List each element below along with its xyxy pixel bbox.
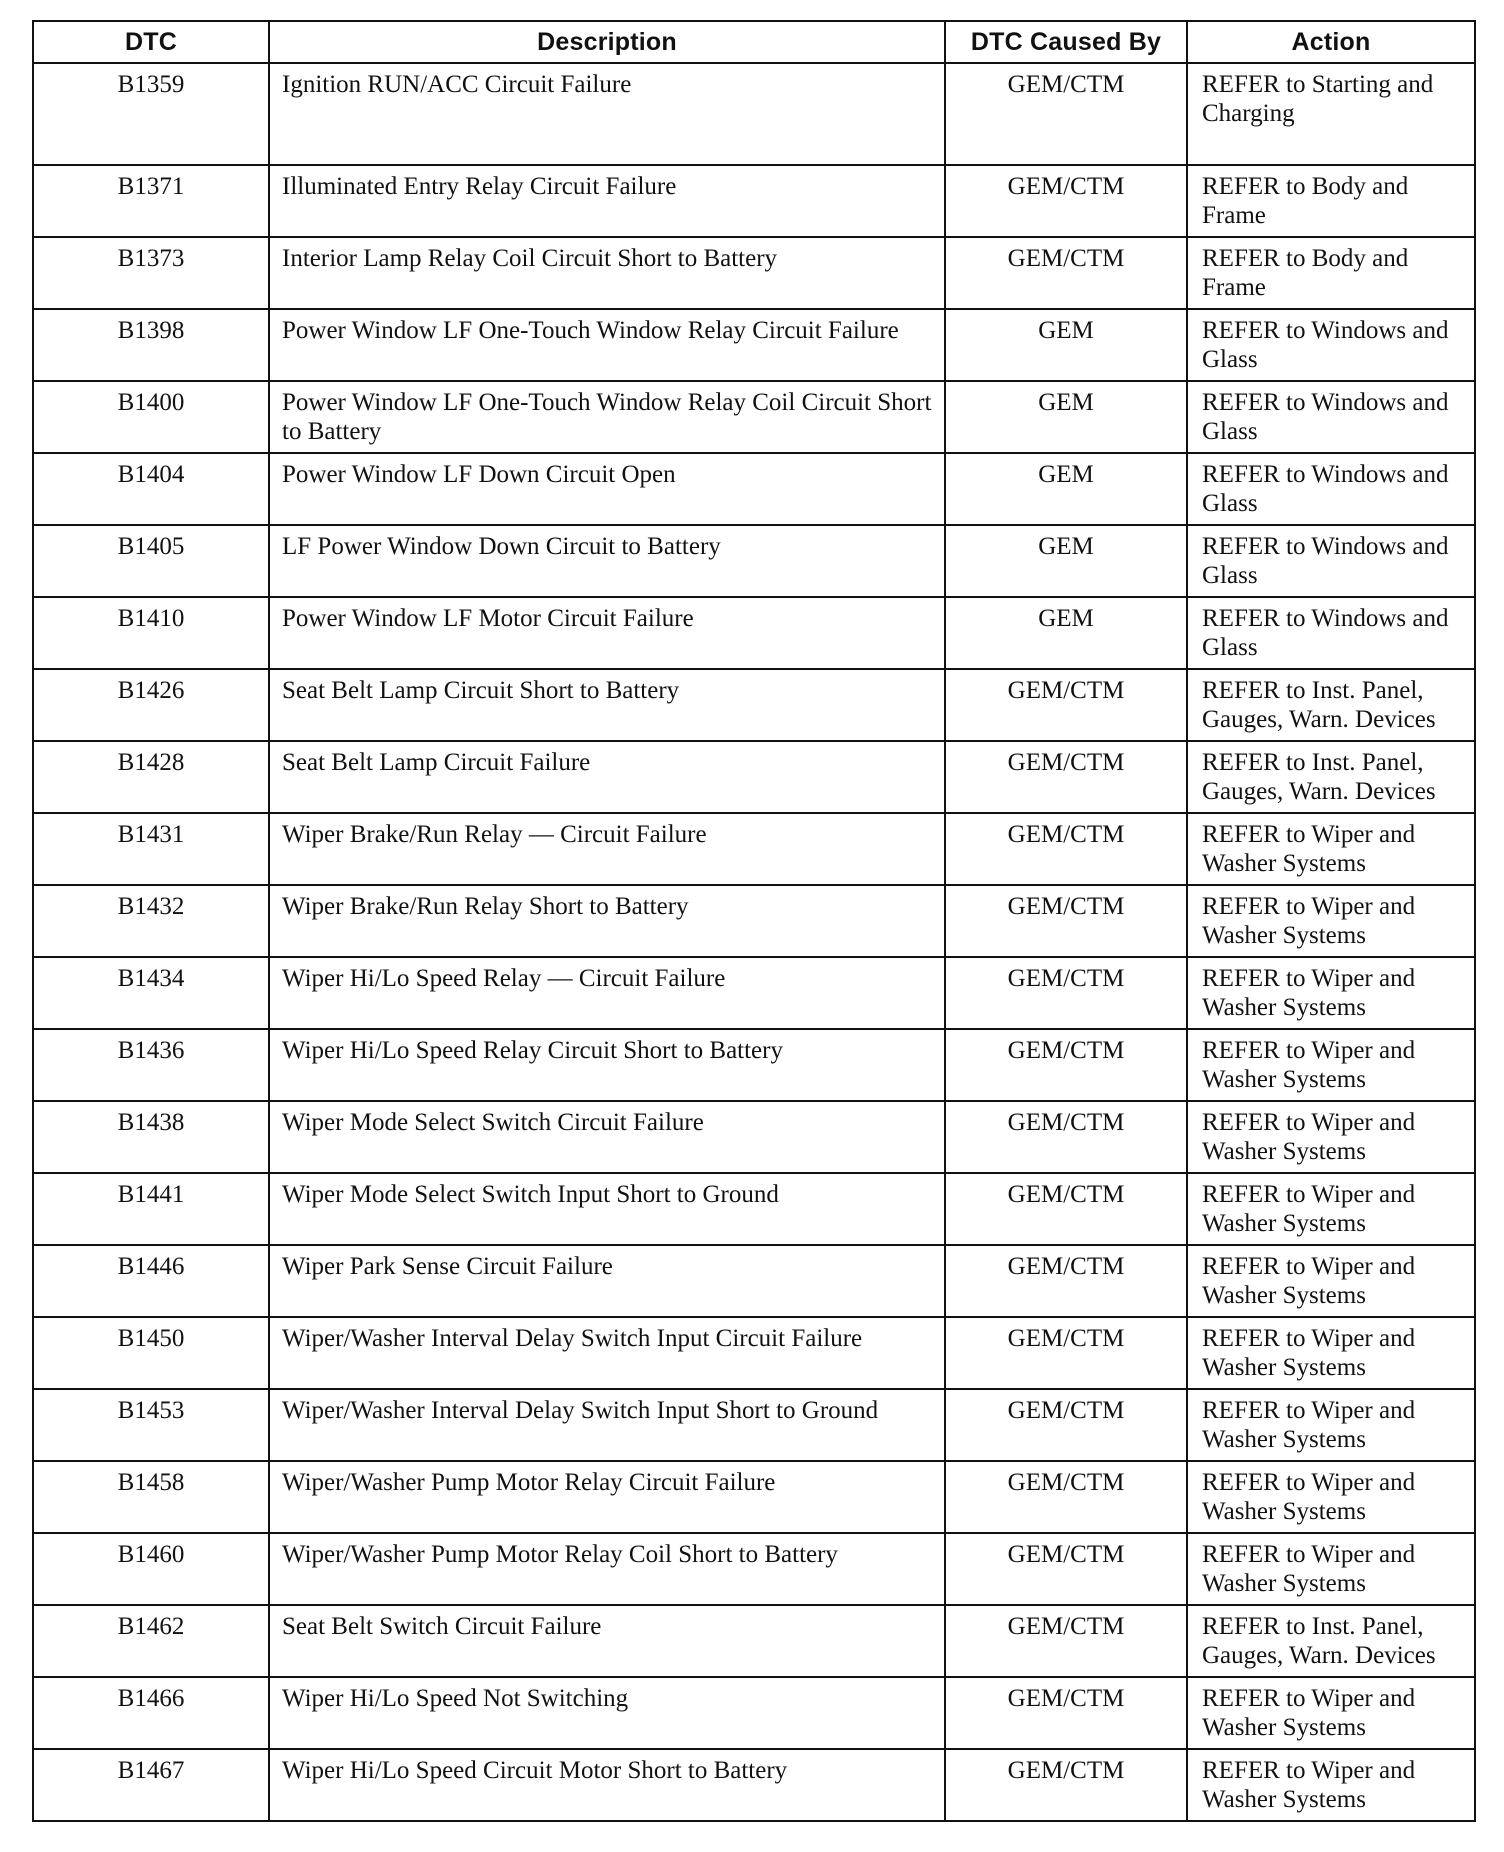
dtc-code: B1373 xyxy=(33,237,269,309)
dtc-action: REFER to Wiper and Washer Systems xyxy=(1187,1533,1475,1605)
dtc-action: REFER to Inst. Panel, Gauges, Warn. Devices xyxy=(1187,669,1475,741)
table-row xyxy=(33,309,1475,381)
dtc-code: B1466 xyxy=(33,1677,269,1749)
table-row xyxy=(33,1461,1475,1533)
table-row xyxy=(33,1173,1475,1245)
dtc-caused-by: GEM/CTM xyxy=(945,1749,1187,1821)
dtc-code: B1462 xyxy=(33,1605,269,1677)
dtc-code: B1441 xyxy=(33,1173,269,1245)
table-row xyxy=(33,165,1475,237)
dtc-caused-by: GEM/CTM xyxy=(945,165,1187,237)
dtc-code: B1398 xyxy=(33,309,269,381)
dtc-caused-by: GEM/CTM xyxy=(945,1605,1187,1677)
dtc-action: REFER to Body and Frame xyxy=(1187,165,1475,237)
dtc-code: B1453 xyxy=(33,1389,269,1461)
dtc-caused-by: GEM xyxy=(945,597,1187,669)
table-row xyxy=(33,1749,1475,1821)
dtc-action: REFER to Wiper and Washer Systems xyxy=(1187,885,1475,957)
dtc-description: Interior Lamp Relay Coil Circuit Short to Battery xyxy=(269,237,945,309)
dtc-caused-by: GEM xyxy=(945,309,1187,381)
table-row xyxy=(33,381,1475,453)
dtc-code: B1450 xyxy=(33,1317,269,1389)
dtc-action: REFER to Wiper and Washer Systems xyxy=(1187,1317,1475,1389)
table-row xyxy=(33,453,1475,525)
header-row xyxy=(33,21,1475,63)
table-row xyxy=(33,63,1475,165)
dtc-code: B1431 xyxy=(33,813,269,885)
dtc-caused-by: GEM/CTM xyxy=(945,1533,1187,1605)
dtc-description: Wiper/Washer Pump Motor Relay Circuit Failure xyxy=(269,1461,945,1533)
dtc-code: B1359 xyxy=(33,63,269,165)
table-row xyxy=(33,813,1475,885)
dtc-description: Wiper Hi/Lo Speed Relay — Circuit Failure xyxy=(269,957,945,1029)
dtc-action: REFER to Windows and Glass xyxy=(1187,525,1475,597)
dtc-caused-by: GEM/CTM xyxy=(945,1389,1187,1461)
dtc-description: Wiper Hi/Lo Speed Relay Circuit Short to Battery xyxy=(269,1029,945,1101)
header-action: Action xyxy=(1187,21,1475,63)
dtc-code: B1434 xyxy=(33,957,269,1029)
dtc-action: REFER to Wiper and Washer Systems xyxy=(1187,1677,1475,1749)
dtc-caused-by: GEM xyxy=(945,525,1187,597)
table-row xyxy=(33,1389,1475,1461)
dtc-code: B1404 xyxy=(33,453,269,525)
dtc-action: REFER to Windows and Glass xyxy=(1187,453,1475,525)
dtc-code: B1410 xyxy=(33,597,269,669)
table-row xyxy=(33,1029,1475,1101)
dtc-action: REFER to Windows and Glass xyxy=(1187,597,1475,669)
dtc-action: REFER to Inst. Panel, Gauges, Warn. Devices xyxy=(1187,1605,1475,1677)
dtc-caused-by: GEM/CTM xyxy=(945,1461,1187,1533)
dtc-description: Power Window LF One-Touch Window Relay Coil Circuit Short to Battery xyxy=(269,381,945,453)
dtc-code: B1405 xyxy=(33,525,269,597)
dtc-code: B1371 xyxy=(33,165,269,237)
dtc-description: Wiper Brake/Run Relay — Circuit Failure xyxy=(269,813,945,885)
table-row xyxy=(33,597,1475,669)
dtc-code: B1460 xyxy=(33,1533,269,1605)
dtc-caused-by: GEM/CTM xyxy=(945,1029,1187,1101)
dtc-description: Ignition RUN/ACC Circuit Failure xyxy=(269,63,945,165)
dtc-action: REFER to Windows and Glass xyxy=(1187,381,1475,453)
table-row xyxy=(33,1317,1475,1389)
header-caused-by: DTC Caused By xyxy=(945,21,1187,63)
dtc-description: Power Window LF One-Touch Window Relay Circuit Failure xyxy=(269,309,945,381)
dtc-code: B1446 xyxy=(33,1245,269,1317)
table-row xyxy=(33,525,1475,597)
table-row xyxy=(33,885,1475,957)
dtc-caused-by: GEM/CTM xyxy=(945,741,1187,813)
dtc-code: B1458 xyxy=(33,1461,269,1533)
header-dtc: DTC xyxy=(33,21,269,63)
dtc-caused-by: GEM/CTM xyxy=(945,63,1187,165)
dtc-action: REFER to Windows and Glass xyxy=(1187,309,1475,381)
dtc-caused-by: GEM/CTM xyxy=(945,1677,1187,1749)
dtc-code: B1428 xyxy=(33,741,269,813)
dtc-description: Wiper Brake/Run Relay Short to Battery xyxy=(269,885,945,957)
dtc-code: B1467 xyxy=(33,1749,269,1821)
dtc-description: Seat Belt Lamp Circuit Failure xyxy=(269,741,945,813)
dtc-action: REFER to Wiper and Washer Systems xyxy=(1187,1749,1475,1821)
dtc-caused-by: GEM/CTM xyxy=(945,669,1187,741)
dtc-description: Wiper Mode Select Switch Circuit Failure xyxy=(269,1101,945,1173)
dtc-caused-by: GEM/CTM xyxy=(945,957,1187,1029)
dtc-description: Seat Belt Lamp Circuit Short to Battery xyxy=(269,669,945,741)
dtc-caused-by: GEM/CTM xyxy=(945,237,1187,309)
table-row xyxy=(33,1677,1475,1749)
dtc-description: LF Power Window Down Circuit to Battery xyxy=(269,525,945,597)
dtc-action: REFER to Inst. Panel, Gauges, Warn. Devices xyxy=(1187,741,1475,813)
dtc-caused-by: GEM/CTM xyxy=(945,1245,1187,1317)
dtc-action: REFER to Wiper and Washer Systems xyxy=(1187,1101,1475,1173)
dtc-caused-by: GEM/CTM xyxy=(945,885,1187,957)
table-row xyxy=(33,669,1475,741)
dtc-description: Seat Belt Switch Circuit Failure xyxy=(269,1605,945,1677)
table-row xyxy=(33,237,1475,309)
dtc-action: REFER to Wiper and Washer Systems xyxy=(1187,1389,1475,1461)
dtc-description: Power Window LF Motor Circuit Failure xyxy=(269,597,945,669)
dtc-action: REFER to Wiper and Washer Systems xyxy=(1187,1461,1475,1533)
table-row xyxy=(33,1101,1475,1173)
dtc-code: B1432 xyxy=(33,885,269,957)
dtc-description: Illuminated Entry Relay Circuit Failure xyxy=(269,165,945,237)
dtc-description: Wiper/Washer Interval Delay Switch Input Short to Ground xyxy=(269,1389,945,1461)
header-description: Description xyxy=(269,21,945,63)
dtc-action: REFER to Wiper and Washer Systems xyxy=(1187,1173,1475,1245)
dtc-caused-by: GEM/CTM xyxy=(945,1317,1187,1389)
dtc-description: Wiper Mode Select Switch Input Short to Ground xyxy=(269,1173,945,1245)
table-row xyxy=(33,1245,1475,1317)
table-row xyxy=(33,957,1475,1029)
dtc-code: B1426 xyxy=(33,669,269,741)
dtc-description: Wiper Hi/Lo Speed Circuit Motor Short to Battery xyxy=(269,1749,945,1821)
dtc-caused-by: GEM/CTM xyxy=(945,1101,1187,1173)
dtc-table xyxy=(32,20,1476,1822)
dtc-description: Wiper/Washer Interval Delay Switch Input Circuit Failure xyxy=(269,1317,945,1389)
dtc-caused-by: GEM xyxy=(945,453,1187,525)
dtc-description: Wiper/Washer Pump Motor Relay Coil Short to Battery xyxy=(269,1533,945,1605)
dtc-description: Wiper Park Sense Circuit Failure xyxy=(269,1245,945,1317)
dtc-code: B1436 xyxy=(33,1029,269,1101)
dtc-action: REFER to Starting and Charging xyxy=(1187,63,1475,165)
dtc-caused-by: GEM xyxy=(945,381,1187,453)
dtc-code: B1438 xyxy=(33,1101,269,1173)
dtc-action: REFER to Wiper and Washer Systems xyxy=(1187,1245,1475,1317)
dtc-caused-by: GEM/CTM xyxy=(945,813,1187,885)
dtc-action: REFER to Body and Frame xyxy=(1187,237,1475,309)
table-row xyxy=(33,1533,1475,1605)
dtc-caused-by: GEM/CTM xyxy=(945,1173,1187,1245)
dtc-action: REFER to Wiper and Washer Systems xyxy=(1187,957,1475,1029)
dtc-code: B1400 xyxy=(33,381,269,453)
dtc-action: REFER to Wiper and Washer Systems xyxy=(1187,813,1475,885)
table-row xyxy=(33,1605,1475,1677)
dtc-description: Power Window LF Down Circuit Open xyxy=(269,453,945,525)
dtc-description: Wiper Hi/Lo Speed Not Switching xyxy=(269,1677,945,1749)
table-row xyxy=(33,741,1475,813)
dtc-action: REFER to Wiper and Washer Systems xyxy=(1187,1029,1475,1101)
